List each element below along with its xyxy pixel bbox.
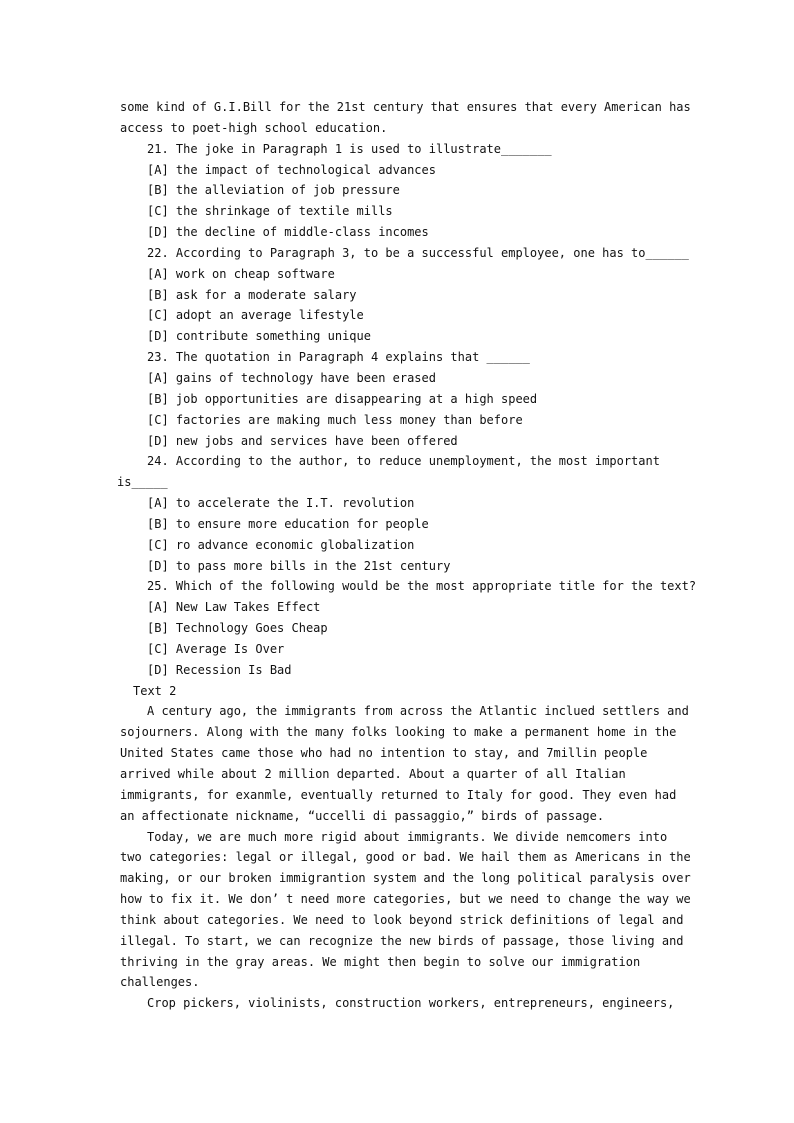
paragraph-2-line-1: Today, we are much more rigid about immigrants. We divide nemcomers into [147,829,668,844]
paragraph-1-line-4: arrived while about 2 million departed. About a quarter of all Italian [120,767,626,781]
q23-option-a: [A] gains of technology have been erased [147,370,436,385]
question-25: 25. Which of the following would be the most appropriate title for the text? [147,579,697,594]
q21-option-d: [D] the decline of middle-class incomes [147,225,429,240]
q25-option-c: [C] Average Is Over [147,641,285,656]
paragraph-2-line-5: think about categories. We need to look beyond strick definitions of legal and [120,912,684,927]
q22-option-a: [A] work on cheap software [147,266,335,281]
q21-option-b: [B] the alleviation of job pressure [147,183,400,198]
document-body [117,97,697,1014]
q22-option-c: [C] adopt an average lifestyle [147,308,364,323]
paragraph-2-line-2: two categories: legal or illegal, good or bad. We hail them as Americans in the [120,850,691,865]
paragraph-2-line-7: thriving in the gray areas. We might then begin to solve our immigration [120,954,641,969]
q25-option-a: [A] New Law Takes Effect [147,600,321,615]
paragraph-2-line-4: how to fix it. We don’ t need more categories, but we need to change the way we [120,892,691,907]
paragraph-1-line-2: sojourners. Along with the many folks looking to make a permanent home in the [120,725,677,740]
q22-option-d: [D] contribute something unique [147,329,371,344]
q24-option-a: [A] to accelerate the I.T. revolution [147,496,415,511]
q23-option-b: [B] job opportunities are disappearing at a high speed [147,391,538,406]
q25-option-b: [B] Technology Goes Cheap [147,621,328,636]
q25-option-d: [D] Recession Is Bad [147,662,292,677]
paragraph-1-line-6: an affectionate nickname, “uccelli di passaggio,” birds of passage. [120,808,605,823]
paragraph-1-line-5: immigrants, for exanmle, eventually returned to Italy for good. They even had [120,787,677,802]
paragraph-3-line-1: Crop pickers, violinists, construction workers, entrepreneurs, engineers, [147,996,675,1011]
q21-option-a: [A] the impact of technological advances [147,162,436,177]
q21-option-c: [C] the shrinkage of textile mills [147,204,393,219]
q24-option-d: [D] to pass more bills in the 21st century [147,558,451,573]
question-21: 21. The joke in Paragraph 1 is used to illustrate_______ [147,141,552,156]
q23-option-d: [D] new jobs and services have been offered [147,433,458,448]
paragraph-1-line-1: A century ago, the immigrants from across the Atlantic inclued settlers and [147,704,689,719]
text-2-heading: Text 2 [133,683,177,698]
question-23: 23. The quotation in Paragraph 4 explains that ______ [147,350,530,365]
q24-option-b: [B] to ensure more education for people [147,516,429,531]
paragraph-1-line-3: United States came those who had no intention to stay, and 7millin people [120,746,648,761]
paragraph-2-line-6: illegal. To start, we can recognize the new birds of passage, those living and [120,933,684,948]
paragraph-2-line-3: making, or our broken immigrantion system and the long political paralysis over [120,871,691,886]
intro-line-1: some kind of G.I.Bill for the 21st century that ensures that every American has [120,100,691,114]
question-24-line-2: is_____ [117,475,168,490]
intro-line-2: access to poet-high school education. [120,120,388,135]
question-22: 22. According to Paragraph 3, to be a successful employee, one has to______ [147,245,689,260]
paragraph-2-line-8: challenges. [120,975,200,990]
question-24-line-1: 24. According to the author, to reduce unemployment, the most important [147,454,660,469]
q24-option-c: [C] ro advance economic globalization [147,537,415,552]
q23-option-c: [C] factories are making much less money than before [147,412,523,427]
q22-option-b: [B] ask for a moderate salary [147,287,357,302]
